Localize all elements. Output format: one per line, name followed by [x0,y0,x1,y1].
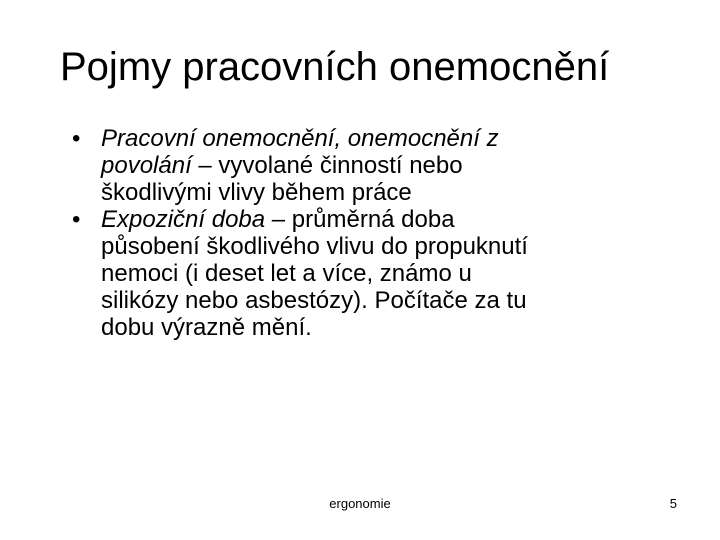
bullet-text: – vyvolané činností nebo [191,152,463,179]
bullet-line [101,314,632,341]
bullet-text-italic: Expoziční doba [101,206,266,233]
bullet-dot: • [72,206,81,233]
bullet-text: působení škodlivého vlivu do propuknutí [101,233,528,260]
bullet-text: dobu výrazně mění. [101,314,312,341]
slide-title: Pojmy pracovních onemocnění [60,45,610,89]
bullet-line [101,152,632,179]
bullet-text: – průměrná doba [265,206,455,233]
bullet-text: škodlivými vlivy během práce [101,179,412,206]
bullet-line [101,206,632,233]
bullet-text-italic: povolání [101,152,192,179]
page-number: 5 [669,496,677,511]
bullet-item [72,125,632,206]
bullet-line [101,233,632,260]
bullet-dot: • [72,125,81,152]
bullet-line [101,125,632,152]
bullet-line [101,179,632,206]
bullet-line [101,260,632,287]
bullet-text: nemoci (i deset let a více, známo u [101,260,472,287]
bullet-text-italic: Pracovní onemocnění, onemocnění z [101,125,499,152]
bullet-line [101,287,632,314]
bullet-list [72,125,632,341]
bullet-text: silikózy nebo asbestózy). Počítače za tu [101,287,527,314]
footer-label: ergonomie [329,496,391,511]
bullet-item [72,206,632,341]
